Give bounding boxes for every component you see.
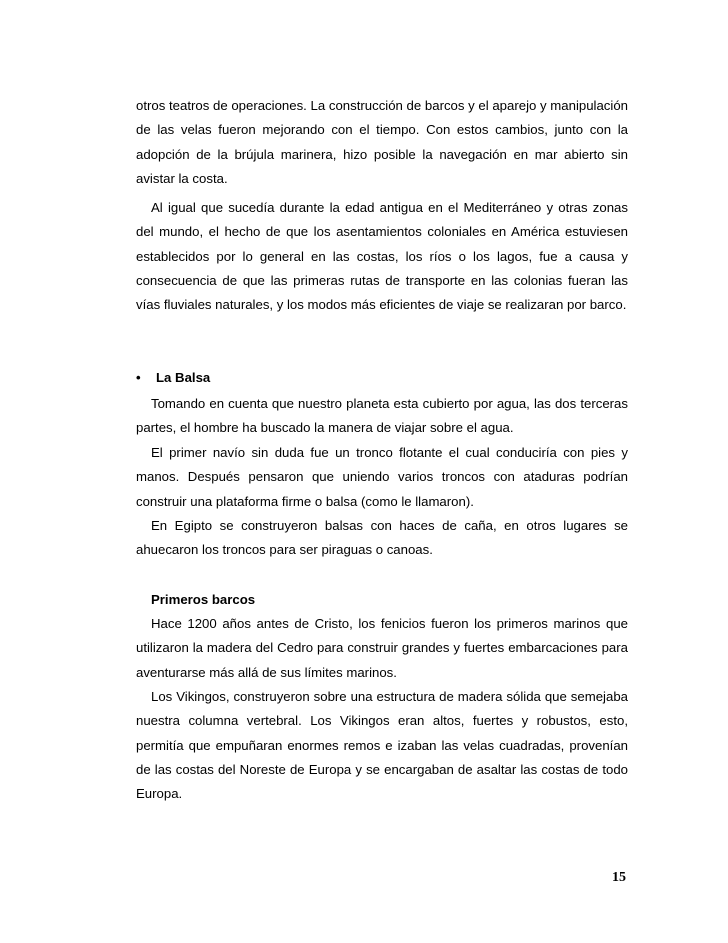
- heading-label-la-balsa: La Balsa: [156, 370, 211, 385]
- bullet-icon: •: [136, 370, 141, 385]
- paragraph-fenicios: Hace 1200 años antes de Cristo, los fenicios fueron los primeros marinos que utilizaron la madera del Cedro para construir grandes y fuertes embarcaciones para aventurarse más allá de sus límites marinos.: [136, 616, 628, 680]
- paragraph-egipto-balsas: En Egipto se construyeron balsas con haces de caña, en otros lugares se ahuecaron los troncos para ser piraguas o canoas.: [136, 518, 628, 558]
- paragraph-planeta-agua: Tomando en cuenta que nuestro planeta esta cubierto por agua, las dos terceras partes, el hombre ha buscado la manera de viajar sobre el agua.: [136, 396, 628, 436]
- page-number: 15: [612, 870, 626, 885]
- paragraph-vikingos: Los Vikingos, construyeron sobre una estructura de madera sólida que semejaba nuestra columna vertebral. Los Vikingos eran altos, fuertes y robustos, esto, permitía que empuñaran enormes remos e izaban las velas cuadradas, provenían de las costas del Noreste de Europa y se encargaban de asaltar las costas de todo Europa.: [136, 689, 628, 802]
- paragraph-primer-navio: El primer navío sin duda fue un tronco flotante el cual conduciría con pies y manos. Después pensaron que uniendo varios troncos con ataduras podrían construir una plataforma firme o balsa (como le llamaron).: [136, 445, 628, 509]
- section-heading-primeros-barcos: Primeros barcos: [151, 592, 256, 607]
- paragraph-asentamientos-coloniales: Al igual que sucedía durante la edad antigua en el Mediterráneo y otras zonas del mundo, el hecho de que los asentamientos coloniales en América estuviesen establecidos por lo general en las costas, los ríos o los lagos, fue a causa y consecuencia de que las primeras rutas de transporte en las colonias fueran las vías fluviales naturales, y los modos más eficientes de viaje se realizaran por barco.: [136, 200, 628, 313]
- paragraph-construccion-barcos: otros teatros de operaciones. La construcción de barcos y el aparejo y manipulación de las velas fueron mejorando con el tiempo. Con estos cambios, junto con la adopción de la brújula marinera, hizo posible la navegación en mar abierto sin avistar la costa.: [136, 98, 628, 186]
